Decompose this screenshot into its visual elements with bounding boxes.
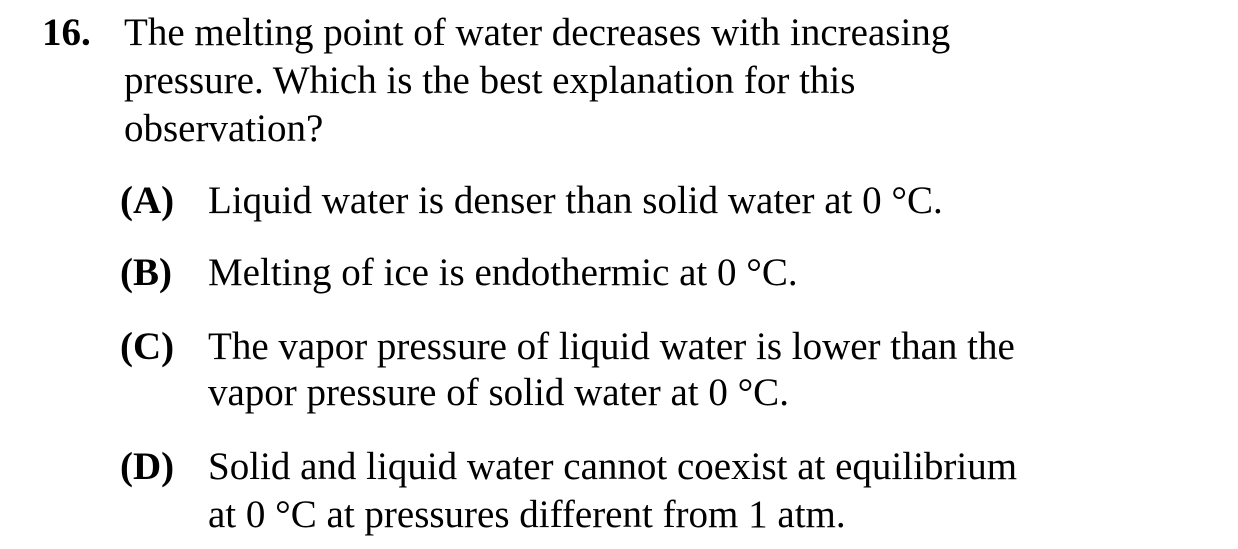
choice-text-line: Liquid water is denser than solid water at 0 °C.	[208, 179, 943, 222]
choice-text	[208, 443, 1208, 539]
question-stem-line: pressure. Which is the best explanation for this	[124, 59, 856, 102]
question-stem-line: observation?	[124, 107, 324, 150]
choice-letter: (B)	[120, 251, 172, 294]
choice-letter: (C)	[120, 325, 175, 368]
choice-text-line: Melting of ice is endothermic at 0 °C.	[208, 251, 798, 294]
choice-text-line: Solid and liquid water cannot coexist at equilibrium	[208, 445, 1018, 488]
choice-text-line: vapor pressure of solid water at 0 °C.	[208, 371, 789, 414]
choice-text-line: at 0 °C at pressures different from 1 atm.	[208, 493, 846, 536]
question-stem-line: The melting point of water decreases with increasing	[124, 11, 951, 54]
choice-letter: (D)	[120, 445, 175, 488]
choice-text-line: The vapor pressure of liquid water is lower than the	[208, 325, 1015, 368]
choice-letter: (A)	[120, 179, 175, 222]
choice-text	[208, 323, 1208, 417]
question-number: 16.	[42, 11, 91, 54]
question-stem	[124, 9, 1124, 153]
choice-text	[208, 249, 1208, 297]
choice-text	[208, 177, 1208, 225]
